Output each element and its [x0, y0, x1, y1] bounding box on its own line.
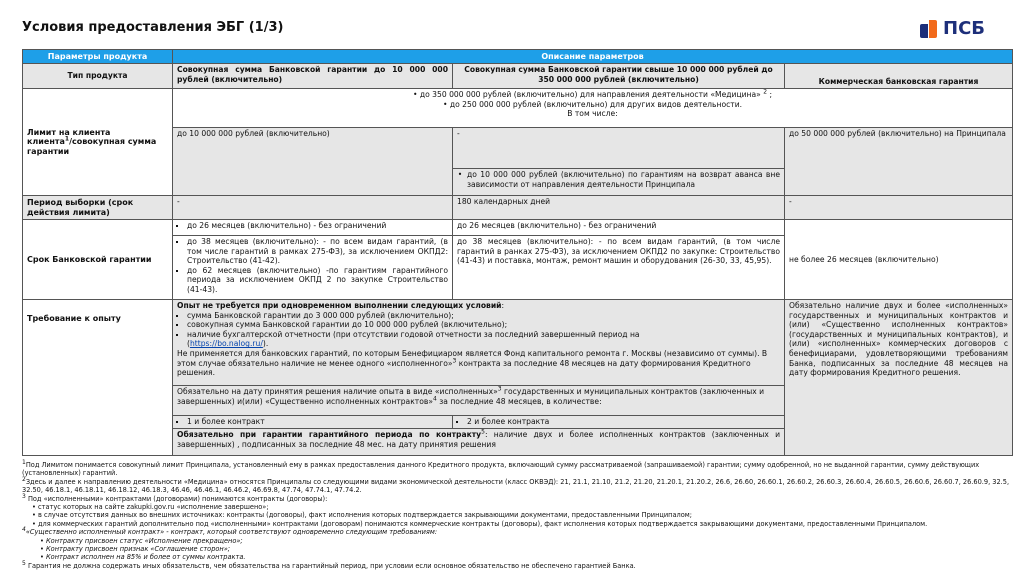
- cell: 180 календарных дней: [453, 196, 785, 220]
- footnote-2: $^2$Здесь и далее к направлению деятельности «Медицина» относятся Принципалы со следующими видами экономической деятельности (класс ОКВЭД): 21, 21.1, 21.10, 21.2, 21.20, 21.20.1, 21.20.2, 26.6, 26.60, 26.60.1, 26.60.2, 26.60.3, 26.60.4, 26.60.5, 26.60.6, 26.60.7, 26.60.9, 32.5, 32.50, 46.18.1, 46.18.11, 46.18.12, 46.18.3, 46.46, 46.46.1, 46.46.2, 46.69.8, 47.74, 47.74.1, 47.74.2.: [22, 475, 1010, 495]
- footnotes: [22, 458, 1012, 570]
- footnote-3: $^3$ Под «исполненными» контрактами (договорами) понимаются контракты (договоры):: [22, 492, 328, 503]
- cell: -: [785, 196, 1013, 220]
- page-content: [22, 0, 1012, 574]
- footnote-4: $^4$«Существенно исполненный контракт» - контракт, который соответствуют одновременно следующим требованиям:: [22, 526, 438, 537]
- cell: -: [453, 128, 785, 169]
- footnote-4-item: • Контракту присвоен статус «Исполнение прекращено»;: [40, 536, 243, 545]
- footnote-5: $^5$ Гарантия не должна содержать иных обязательств, чем обязательства на гарантийный период, при условии если основное обязательство не обеспечено гарантией Банка.: [22, 559, 636, 570]
- cell: Совокупная сумма Банковской гарантии до 10 000 000 рублей (включительно): [173, 64, 453, 89]
- cell: ▪ до 26 месяцев (включительно) - без ограничений: [173, 220, 453, 236]
- cell: • до 10 000 000 рублей (включительно) по гарантиям на возврат аванса вне зависимости от направления деятельности Принципала: [453, 169, 785, 196]
- table-row-period: [23, 196, 1013, 220]
- count-1: ▪ 1 и более контракт: [173, 416, 453, 429]
- limit-common: • до 350 000 000 рублей (включительно) для направления деятельности «Медицина» $^2$ ; • до 250 000 000 рублей (включительно) для других видов деятельности. В том числе:: [173, 89, 1013, 128]
- row-label: Тип продукта: [23, 64, 173, 89]
- table-row-type: [23, 64, 1013, 89]
- cell: ▪ до 38 месяцев (включительно): - по всем видам гарантий, (в том числе гарантий в рамках 275-ФЗ), за исключением ОКПД2: Строительство (41-42). ▪ до 62 месяцев (включительно) -по гарантиям гарантийного периода за исключением ОКПД 2 по закупке Строительство (41-43).: [173, 236, 453, 300]
- footnote-3-item: • для коммерческих гарантий дополнительно под «исполненными» контрактами (договорам) понимаются коммерческие контракты (договоры), факт исполнения которых подтверждается закрывающими документами, предоставленными Принципалом.: [32, 519, 928, 528]
- header-params: Параметры продукта: [23, 50, 173, 64]
- row-label: Лимит на клиента клиента$^1$/совокупная сумма гарантии: [23, 89, 173, 196]
- conditions-table: [22, 49, 1013, 456]
- cell: Совокупная сумма Банковской гарантии свыше 10 000 000 рублей до 350 000 000 рублей (включительно): [453, 64, 785, 89]
- cell: Коммерческая банковская гарантия: [785, 64, 1013, 89]
- row-label: Требование к опыту: [23, 300, 173, 456]
- cell: до 10 000 000 рублей (включительно): [173, 128, 453, 196]
- cell: до 50 000 000 рублей (включительно) на Принципала: [785, 128, 1013, 196]
- count-2: ▪ 2 и более контракта: [453, 416, 785, 429]
- cell: -: [173, 196, 453, 220]
- row-label: Период выборки (срок действия лимита): [23, 196, 173, 220]
- header-desc: Описание параметров: [173, 50, 1013, 64]
- cell: до 26 месяцев (включительно) - без ограничений: [453, 220, 785, 236]
- page-title: Условия предоставления ЭБГ (1/3): [22, 20, 284, 35]
- warranty-experience: Обязательно при гарантии гарантийного периода по контракту$^5$: наличие двух и более исполненных контрактов (заключенных и завершенных) , подписанных за последние 48 мес. на дату принятия решения: [173, 429, 785, 456]
- table-row-limit: [23, 89, 1013, 128]
- mandatory-experience: Обязательно на дату принятия решения наличие опыта в виде «исполненных»$^3$ государственных и муниципальных контрактов (заключенных и завершенных) и(или) «Существенно исполненных контрактов»$^4$ за последние 48 месяцев, в количестве:: [173, 386, 785, 416]
- row-label: Срок Банковской гарантии: [23, 220, 173, 300]
- no-experience-conditions: Опыт не требуется при одновременном выполнении следующих условий: ▪ сумма Банковской гарантии до 3 000 000 рублей (включительно); ▪ совокупная сумма Банковской гарантии до 10 000 000 рублей (включительно); ▪ наличие бухгалтерской отчетности (при отсутствии годовой отчетности за последний завершенный период на (https://bo.nalog.ru/). Не применяется для банковских гарантий, по которым Бенефициаром является Фонд капитального ремонта г. Москвы (независимо от суммы). В этом случае обязательно наличие не менее одного «исполненного»$^3$ контракта за последние 48 месяцев на дату формирования Кредитного решения.: [173, 300, 785, 386]
- footnote-3-item: • статус которых на сайте zakupki.gov.ru «исполнение завершено»;: [32, 503, 269, 512]
- footnote-4-item: • Контракту присвоен признак «Соглашение сторон»;: [40, 545, 231, 554]
- footnote-3-item: • в случае отсутствия данных во внешних источниках: контракты (договоры), факт исполнения которых подтверждается закрывающими документами, предоставленными Принципалом;: [32, 511, 692, 520]
- cell: до 38 месяцев (включительно): - по всем видам гарантий, (в том числе гарантий в ранках 275-ФЗ), за исключением ОКПД2 по закупке: Строительство (41-43) и поставка, монтаж, ремонт машин и оборудования (26-30, 33, 45,95).: [453, 236, 785, 300]
- footnote-1: $^1$Под Лимитом понимается совокупный лимит Принципала, установленный ему в рамках предоставления данного Кредитного продукта, включающий сумму рассматриваемой (запрашиваемой) гарантии; сумму одобренной, но не выданной гарантии, сумму действующих (установленных) гарантий.: [22, 458, 980, 478]
- cell: не более 26 месяцев (включительно): [785, 220, 1013, 300]
- footnote-4-item: • Контракт исполнен на 85% и более от суммы контракта.: [40, 553, 246, 562]
- table-row-term: [23, 220, 1013, 236]
- table-row-experience: [23, 300, 1013, 386]
- cell: Обязательно наличие двух и более «исполненных» государственных и муниципальных контрактов и (или) «Существенно исполненных контрактов» (государственных и муниципальных контрактов), и (или) «исполненных» коммерческих договоров с бенефициарами, удовлетворяющими требованиям Банка, подписанных за последние 48 месяцев на дату формирования Кредитного решения.: [785, 300, 1013, 456]
- nalog-link[interactable]: https://bo.nalog.ru/: [189, 339, 263, 349]
- logo-text: ПСБ: [943, 18, 985, 39]
